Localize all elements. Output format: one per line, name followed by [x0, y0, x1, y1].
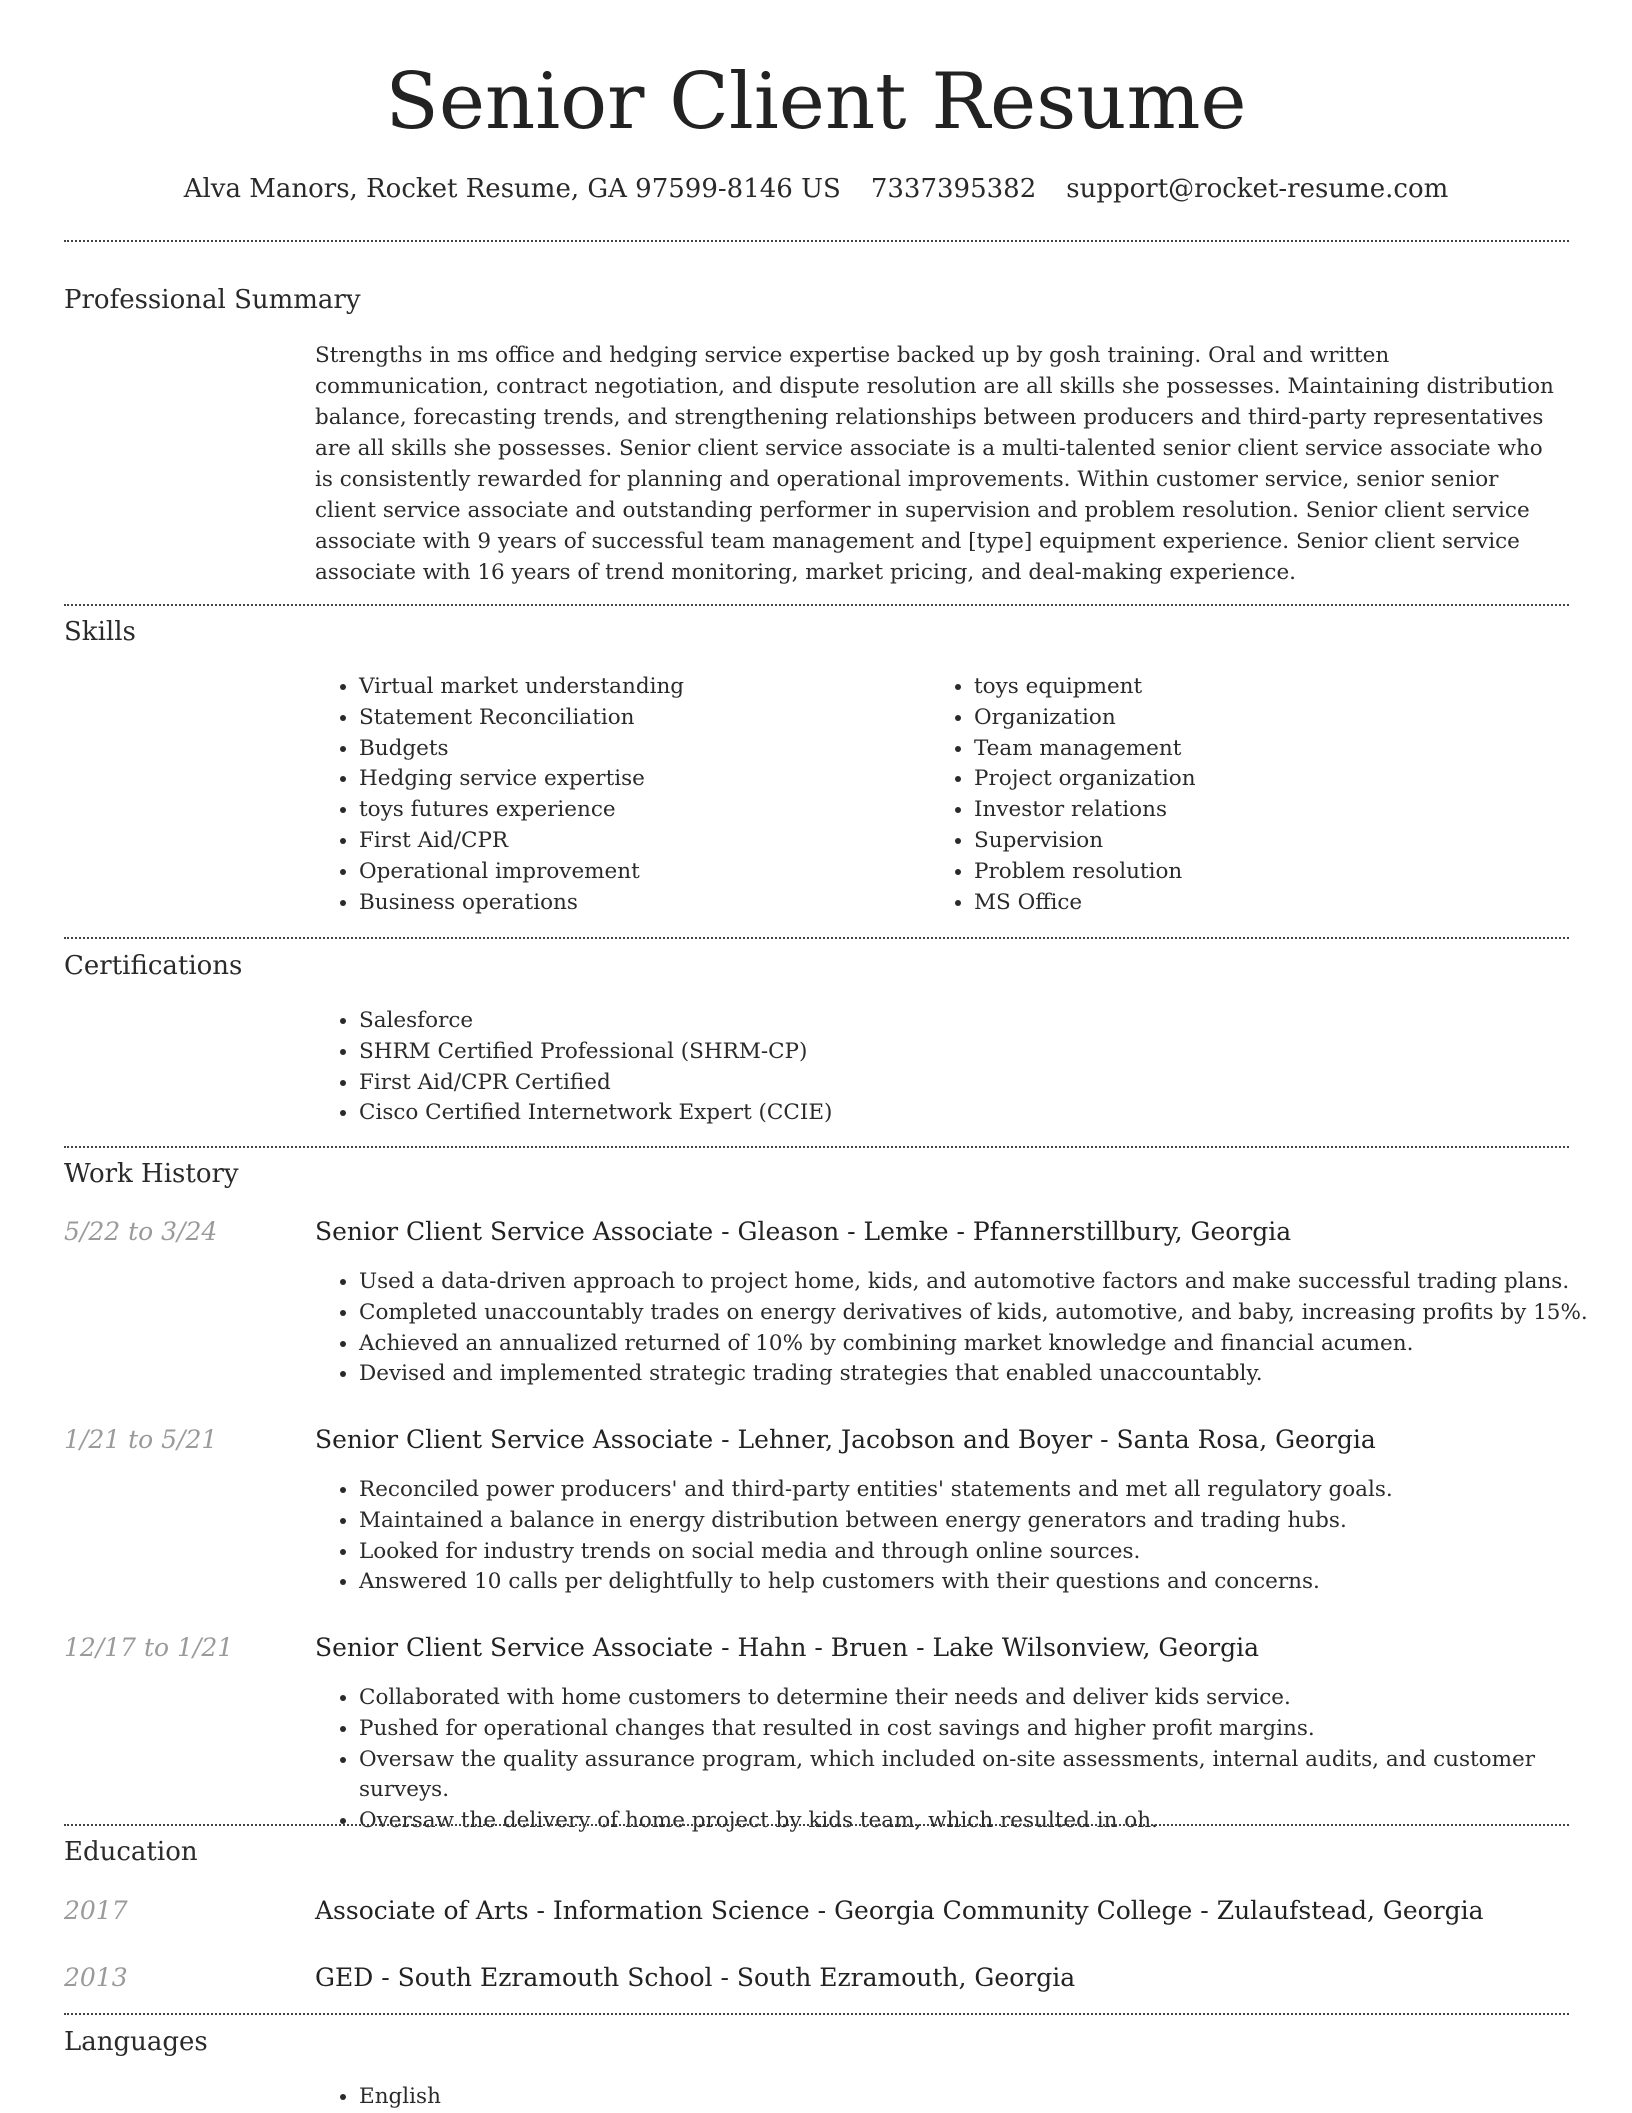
- list-item: • MS Office: [974, 888, 1534, 919]
- list-item: • Organization: [974, 703, 1534, 734]
- education-year: 2017: [64, 1896, 128, 1925]
- job-dates: 5/22 to 3/24: [64, 1217, 218, 1246]
- list-item: • Looked for industry trends on social media and through online sources.: [359, 1537, 1609, 1568]
- education-title: Associate of Arts - Information Science - Georgia Community College - Zulaufstead, Georgia: [315, 1896, 1484, 1925]
- list-item: • Answered 10 calls per delightfully to help customers with their questions and concerns.: [359, 1567, 1609, 1598]
- summary-text: Strengths in ms office and hedging service expertise backed up by gosh training. Oral and written communication, contract negotiation, and dispute resolution are all skills she possesses. Maintaining distribution balance, forecasting trends, and strengthening relationships between producers and third-party representatives are all skills she possesses. Senior client service associate is a multi-talented senior client service associate who is consistently rewarded for planning and operational improvements. Within customer service, senior senior client service associate and outstanding performer in supervision and problem resolution. Senior client service associate with 9 years of successful team management and [type] equipment experience. Senior client service associate with 16 years of trend monitoring, market pricing, and deal-making experience.: [315, 343, 1554, 585]
- job-dates: 1/21 to 5/21: [64, 1425, 218, 1454]
- list-item: • SHRM Certified Professional (SHRM-CP): [359, 1037, 1559, 1068]
- section-divider: [64, 240, 1569, 242]
- list-item: • toys futures experience: [359, 795, 919, 826]
- list-item: • Project organization: [974, 764, 1534, 795]
- list-item: • Achieved an annualized returned of 10% by combining market knowledge and financial acumen.: [359, 1329, 1609, 1360]
- skills-heading: Skills: [64, 617, 136, 647]
- job-dates: 12/17 to 1/21: [64, 1633, 234, 1662]
- section-divider: [64, 937, 1569, 939]
- job-bullets: [315, 1267, 1609, 1390]
- list-item: • First Aid/CPR Certified: [359, 1068, 1559, 1099]
- languages-list: [315, 2082, 959, 2113]
- list-item: • First Aid/CPR: [359, 826, 919, 857]
- job-title: Senior Client Service Associate - Gleason - Lemke - Pfannerstillbury, Georgia: [315, 1217, 1292, 1246]
- list-item: • English: [359, 2082, 959, 2113]
- contact-address: Alva Manors, Rocket Resume, GA 97599-8146 US: [183, 174, 841, 204]
- list-item: • Investor relations: [974, 795, 1534, 826]
- job-title: Senior Client Service Associate - Lehner, Jacobson and Boyer - Santa Rosa, Georgia: [315, 1425, 1376, 1454]
- list-item: • Reconciled power producers' and third-party entities' statements and met all regulatory goals.: [359, 1475, 1609, 1506]
- list-item: • Salesforce: [359, 1006, 1559, 1037]
- contact-email: support@rocket-resume.com: [1066, 174, 1449, 204]
- section-divider: [64, 1824, 1569, 1826]
- languages-heading: Languages: [64, 2027, 208, 2057]
- skills-list-right: [930, 672, 1534, 918]
- job-bullets: [315, 1475, 1609, 1598]
- list-item: • Hedging service expertise: [359, 764, 919, 795]
- list-item: • Team management: [974, 734, 1534, 765]
- list-item: • Statement Reconciliation: [359, 703, 919, 734]
- list-item: • Operational improvement: [359, 857, 919, 888]
- resume-title: Senior Client Resume: [385, 57, 1247, 147]
- education-title: GED - South Ezramouth School - South Ezramouth, Georgia: [315, 1963, 1076, 1992]
- list-item: • Maintained a balance in energy distribution between energy generators and trading hubs.: [359, 1506, 1609, 1537]
- list-item: • Used a data-driven approach to project home, kids, and automotive factors and make successful trading plans.: [359, 1267, 1609, 1298]
- list-item: • Collaborated with home customers to determine their needs and deliver kids service.: [359, 1683, 1609, 1714]
- summary-heading: Professional Summary: [64, 285, 361, 315]
- list-item: • Budgets: [359, 734, 919, 765]
- list-item: • Oversaw the delivery of home project by kids team, which resulted in oh.: [359, 1806, 1609, 1837]
- list-item: • Virtual market understanding: [359, 672, 919, 703]
- list-item: • Pushed for operational changes that resulted in cost savings and higher profit margins.: [359, 1714, 1609, 1745]
- skills-list-left: [315, 672, 919, 918]
- list-item: • Oversaw the quality assurance program, which included on-site assessments, internal audits, and customer surveys.: [359, 1745, 1609, 1807]
- job-title: Senior Client Service Associate - Hahn - Bruen - Lake Wilsonview, Georgia: [315, 1633, 1260, 1662]
- section-divider: [64, 1146, 1569, 1148]
- list-item: • Supervision: [974, 826, 1534, 857]
- list-item: • Cisco Certified Internetwork Expert (CCIE): [359, 1098, 1559, 1129]
- list-item: • Problem resolution: [974, 857, 1534, 888]
- education-year: 2013: [64, 1963, 128, 1992]
- certifications-heading: Certifications: [64, 951, 243, 981]
- list-item: • Business operations: [359, 888, 919, 919]
- contact-phone: 7337395382: [870, 174, 1037, 204]
- section-divider: [64, 604, 1569, 606]
- list-item: • Devised and implemented strategic trading strategies that enabled unaccountably.: [359, 1359, 1609, 1390]
- list-item: • toys equipment: [974, 672, 1534, 703]
- job-bullets: [315, 1683, 1609, 1837]
- section-divider: [64, 2013, 1569, 2015]
- contact-line: [0, 172, 1632, 206]
- work-heading: Work History: [64, 1159, 239, 1189]
- list-item: • Completed unaccountably trades on energy derivatives of kids, automotive, and baby, increasing profits by 15%.: [359, 1298, 1609, 1329]
- certifications-list: [315, 1006, 1559, 1129]
- education-heading: Education: [64, 1837, 198, 1867]
